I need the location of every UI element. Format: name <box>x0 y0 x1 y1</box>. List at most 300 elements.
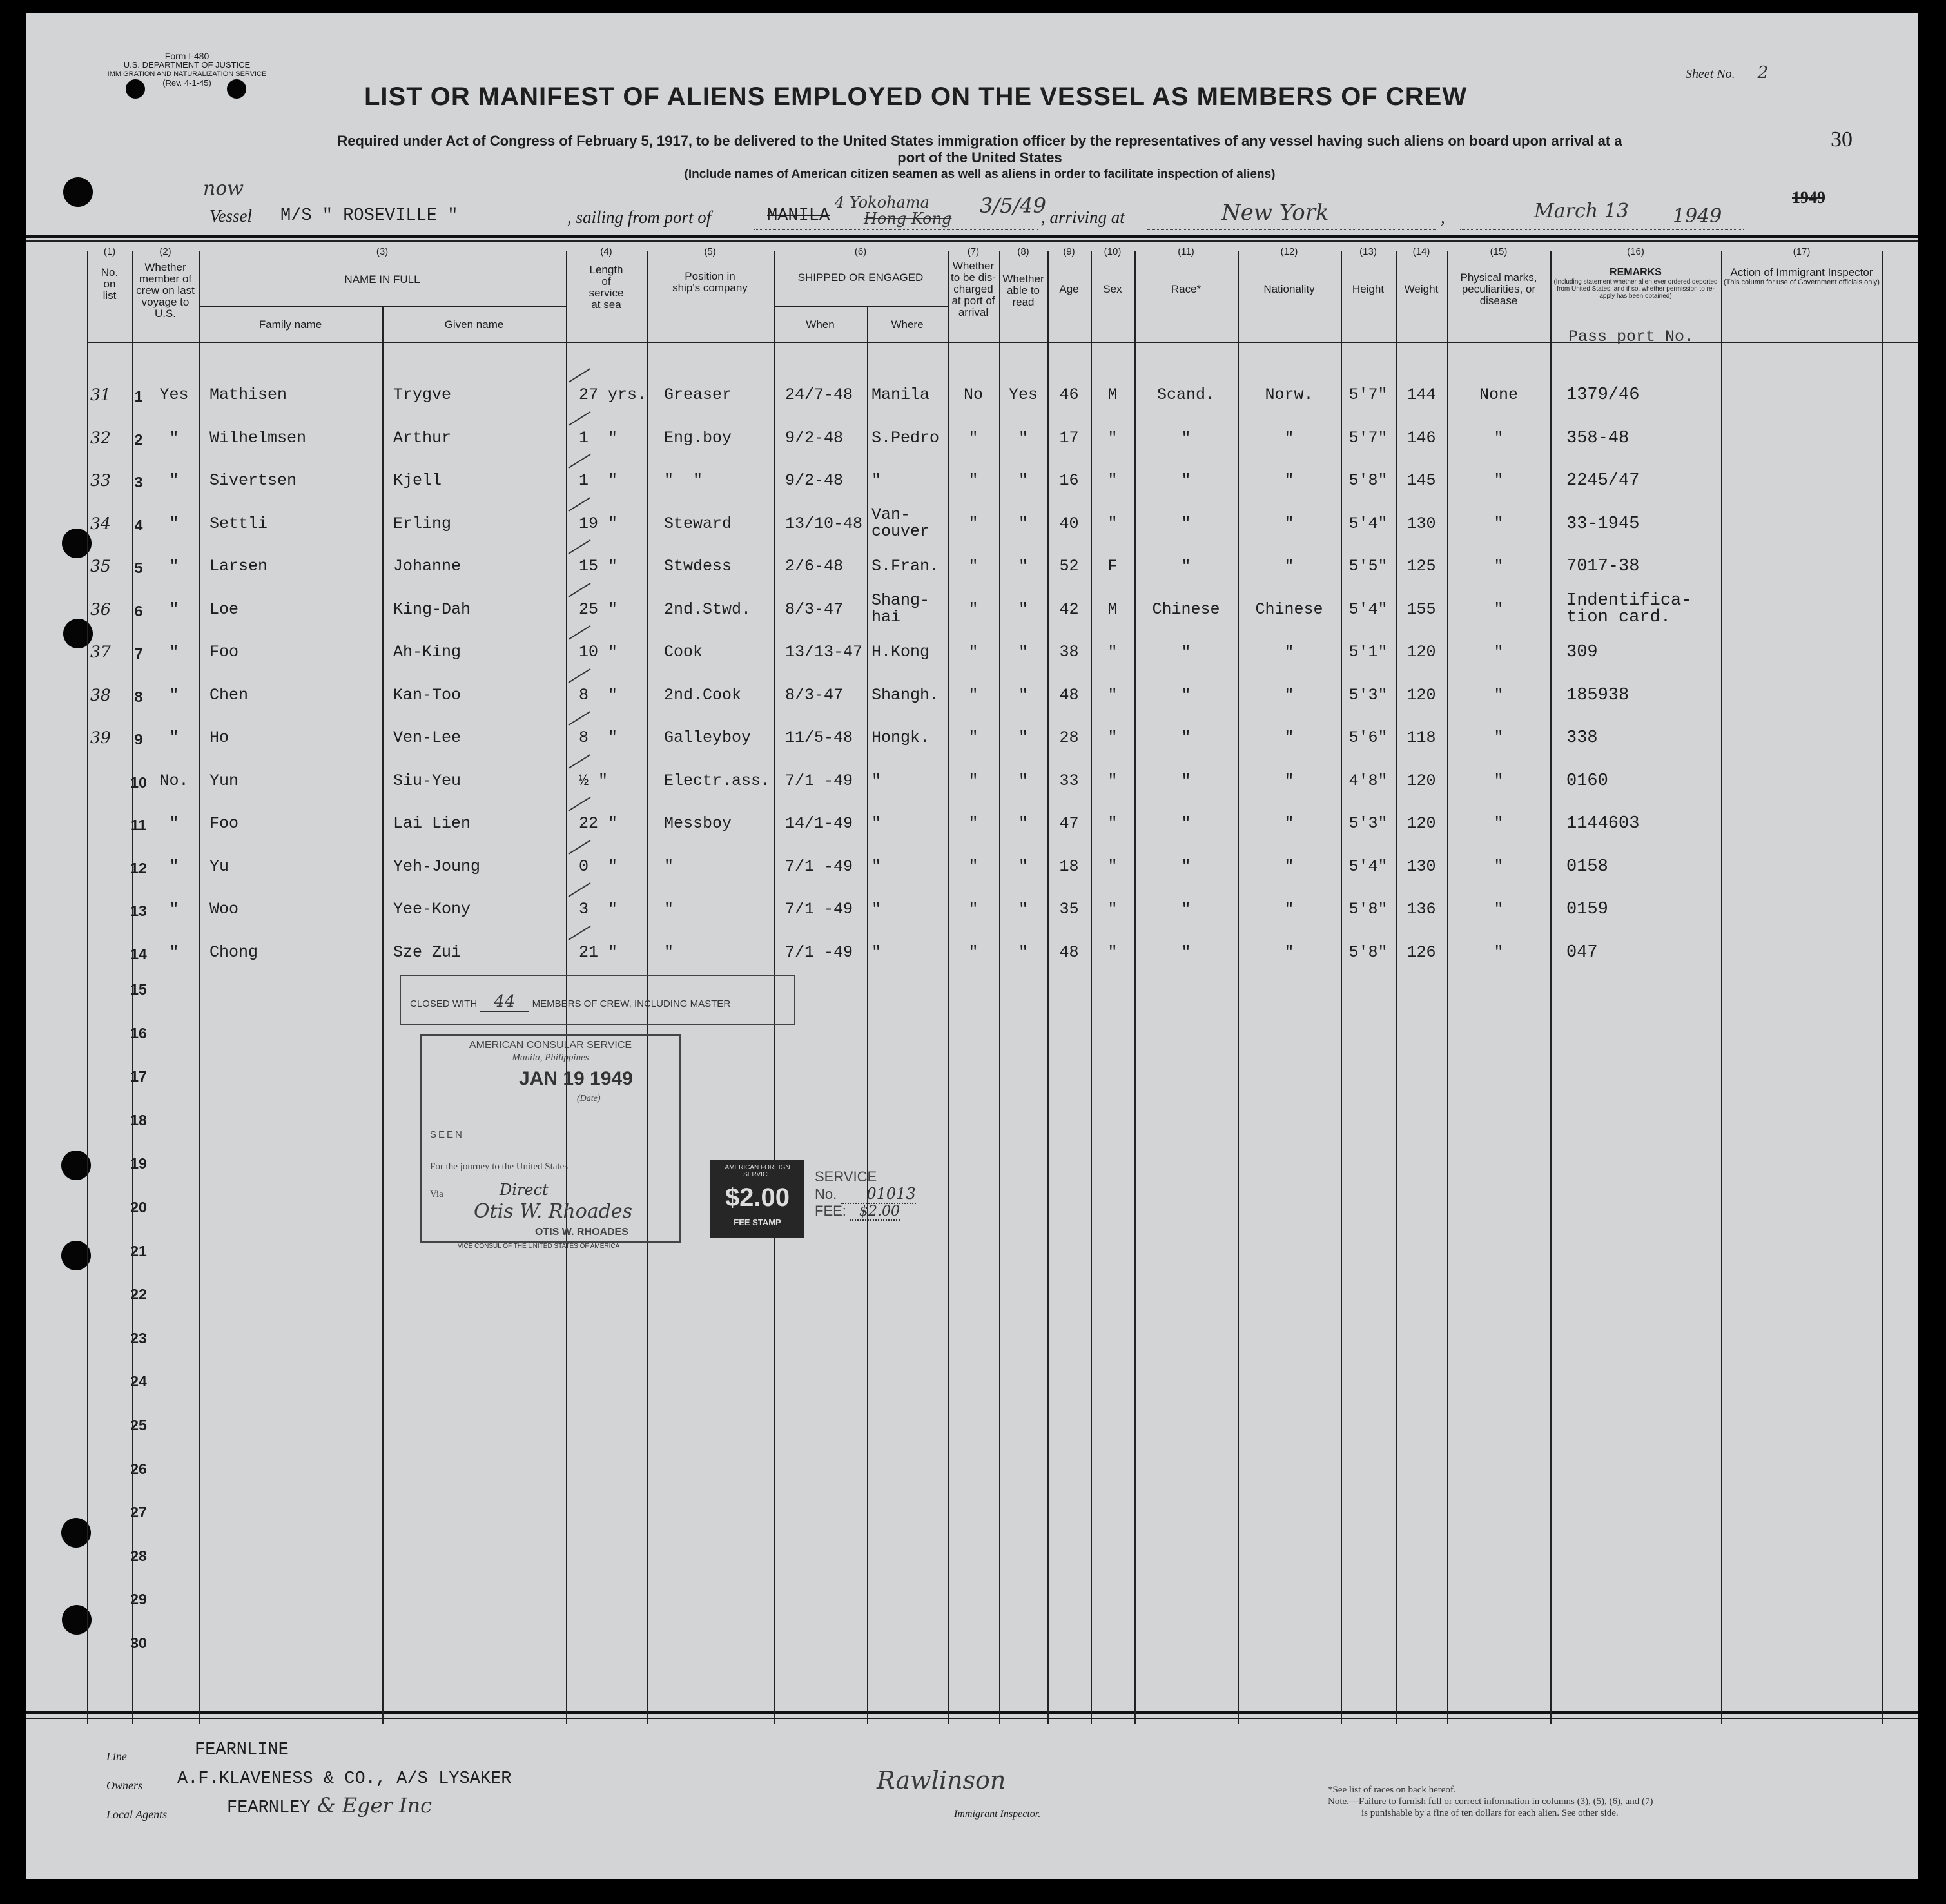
shipped-when: 8/3-47 <box>785 599 844 619</box>
fee-stamp-value: $2.00 <box>725 1183 790 1212</box>
discharged: " <box>968 428 978 447</box>
given-name: Sze Zui <box>393 942 462 962</box>
col-num: (3) <box>376 246 389 257</box>
col-header-12 <box>1238 246 1341 295</box>
crew-on-last-voyage: " <box>169 685 179 704</box>
remarks: 338 <box>1566 728 1598 748</box>
able-to-read: " <box>1018 557 1028 576</box>
race: " <box>1181 643 1191 661</box>
col-header-6 <box>774 246 948 284</box>
height: 5'8" <box>1348 942 1388 962</box>
empty-row-number: 19 <box>130 1155 147 1172</box>
col-title: Whether member of crew on last voyage to U.S. <box>136 261 195 320</box>
consular-date-label: (Date) <box>577 1094 601 1103</box>
col-title: Sex <box>1103 283 1122 295</box>
consular-seen: SEEN <box>430 1129 464 1140</box>
form-service: IMMIGRATION AND NATURALIZATION SERVICE <box>107 70 267 78</box>
crew-on-last-voyage: " <box>169 814 179 833</box>
closed-stamp <box>400 975 795 1025</box>
check-mark <box>568 582 590 597</box>
remarks: 185938 <box>1566 685 1630 705</box>
shipped-where: " <box>871 471 882 490</box>
vessel-name: M/S " ROSEVILLE " <box>280 206 567 226</box>
height: 5'7" <box>1348 428 1388 447</box>
weight: 125 <box>1406 557 1436 576</box>
weight: 146 <box>1406 428 1436 447</box>
passport-heading-hand: Pass port No. <box>1568 327 1695 346</box>
nationality: " <box>1284 857 1294 876</box>
family-name: Yu <box>209 857 229 876</box>
family-name: Loe <box>209 599 239 619</box>
col-num: (6) <box>854 246 867 257</box>
discharged: " <box>968 814 978 833</box>
physical-marks: " <box>1494 514 1504 533</box>
able-to-read: " <box>1018 599 1028 619</box>
race: " <box>1181 857 1191 876</box>
service-label: SERVICE <box>815 1169 877 1185</box>
weight: 145 <box>1406 471 1436 490</box>
footer-notes <box>1328 1784 1882 1819</box>
crew-on-last-voyage: " <box>169 643 179 661</box>
col-title: Age <box>1059 283 1079 295</box>
race: " <box>1181 685 1191 704</box>
family-name: Yun <box>209 771 239 790</box>
discharged: " <box>968 771 978 790</box>
family-name: Wilhelmsen <box>209 428 307 447</box>
position: " <box>664 857 674 876</box>
row-tally: 37 <box>90 643 111 661</box>
sex: " <box>1107 814 1118 833</box>
shipped-when: 2/6-48 <box>785 557 844 576</box>
able-to-read: " <box>1018 857 1028 876</box>
sex: " <box>1107 771 1118 790</box>
check-mark <box>568 539 590 554</box>
row-tally: 31 <box>90 385 111 404</box>
page-number: 30 <box>1831 128 1853 151</box>
include-line: (Include names of American citizen seamen as well as aliens in order to facilitate inspection of aliens) <box>684 168 1276 181</box>
row-tally: 32 <box>90 428 111 447</box>
nationality: " <box>1284 685 1294 704</box>
empty-row-number: 27 <box>130 1504 147 1521</box>
shipped-where: S.Pedro <box>871 428 940 447</box>
discharged: " <box>968 471 978 490</box>
given-name: Ven-Lee <box>393 728 462 747</box>
empty-row-number: 21 <box>130 1242 147 1259</box>
able-to-read: " <box>1018 428 1028 447</box>
position: 2nd.Stwd. <box>664 599 752 619</box>
check-mark <box>568 368 590 383</box>
nationality: " <box>1284 643 1294 661</box>
physical-marks: " <box>1494 942 1504 962</box>
service-stamp <box>815 1169 916 1220</box>
discharged: " <box>968 728 978 747</box>
fee-stamp-bottom: FEE STAMP <box>734 1218 781 1227</box>
row-number: 6 <box>134 602 143 619</box>
form-id: Form I-480 <box>164 51 209 61</box>
shipped-when: 24/7-48 <box>785 385 853 404</box>
col-title: Height <box>1352 283 1385 295</box>
shipped-where: " <box>871 771 882 790</box>
col-title: Whether able to read <box>1002 273 1044 308</box>
table-bottom-rule-2 <box>26 1718 1918 1719</box>
col-header-17 <box>1721 246 1882 286</box>
remarks: Indentifica- tion card. <box>1566 590 1692 627</box>
empty-row-number: 15 <box>130 981 147 998</box>
col-line <box>87 251 88 1724</box>
line-value: FEARNLINE <box>195 1740 289 1760</box>
empty-row-number: 20 <box>130 1199 147 1216</box>
col-title: REMARKS <box>1610 267 1662 278</box>
check-mark <box>568 753 590 768</box>
row-tally: 39 <box>90 728 111 747</box>
empty-row-number: 16 <box>130 1024 147 1042</box>
consular-line-2: Manila, Philippines <box>512 1053 589 1063</box>
able-to-read: " <box>1018 900 1028 918</box>
crew-on-last-voyage: Yes <box>159 385 189 404</box>
consular-via: Via <box>430 1189 443 1200</box>
row-number: 10 <box>130 773 147 791</box>
weight: 120 <box>1406 771 1436 790</box>
family-name: Foo <box>209 814 239 833</box>
given-name: Arthur <box>393 428 452 447</box>
col-header-11 <box>1134 246 1238 295</box>
race: " <box>1181 557 1191 576</box>
closed-count: 44 <box>480 992 529 1012</box>
col-num: (14) <box>1412 246 1430 257</box>
col-header-2 <box>132 246 199 320</box>
punch-hole <box>63 177 93 207</box>
empty-row-number: 22 <box>130 1286 147 1303</box>
sex: " <box>1107 471 1118 490</box>
height: 4'8" <box>1348 771 1388 790</box>
col-num: (1) <box>103 246 116 257</box>
empty-row-number: 28 <box>130 1547 147 1564</box>
required-line-1: Required under Act of Congress of February 5, 1917, to be delivered to the United States immigration officer by the representatives of any vessel having such aliens on board upon arrival at a <box>337 133 1622 149</box>
weight: 120 <box>1406 643 1436 661</box>
fee-stamp-top: AMERICAN FOREIGN SERVICE <box>725 1164 790 1178</box>
length-of-service: 8 " <box>579 685 618 704</box>
col-header-1 <box>87 246 132 302</box>
empty-row-number: 17 <box>130 1068 147 1085</box>
physical-marks: None <box>1479 385 1518 404</box>
age: 38 <box>1059 643 1079 661</box>
crew-on-last-voyage: No. <box>159 771 189 790</box>
note-fine-1: Note.—Failure to furnish full or correct information in columns (3), (5), (6), and (7) <box>1328 1796 1653 1807</box>
col-num: (12) <box>1280 246 1298 257</box>
col-num: (17) <box>1793 246 1811 257</box>
length-of-service: 1 " <box>579 428 618 447</box>
consular-date: JAN 19 1949 <box>519 1068 633 1089</box>
shipped-when: 7/1 -49 <box>785 857 853 876</box>
age: 42 <box>1059 599 1079 619</box>
col-header-8 <box>999 246 1047 308</box>
col-header-16 <box>1550 246 1721 300</box>
discharged: " <box>968 685 978 704</box>
remarks: 1379/46 <box>1566 385 1640 405</box>
col-subtitle: (Including statement whether alien ever ordered deported from United States, and if so, whether permission to re-apply has been obtained) <box>1553 278 1718 300</box>
shipped-when: 14/1-49 <box>785 814 853 833</box>
age: 47 <box>1059 814 1079 833</box>
closed-prefix: CLOSED WITH <box>410 998 478 1009</box>
row-tally: 38 <box>90 685 111 704</box>
inspector-signature: Rawlinson <box>877 1766 1006 1794</box>
family-name: Mathisen <box>209 385 287 404</box>
physical-marks: " <box>1494 428 1504 447</box>
col-header-10 <box>1091 246 1134 295</box>
height: 5'5" <box>1348 557 1388 576</box>
weight: 130 <box>1406 857 1436 876</box>
empty-row-number: 30 <box>130 1635 147 1651</box>
shipped-when: 9/2-48 <box>785 471 844 490</box>
family-name: Woo <box>209 900 239 918</box>
shipped-when: 9/2-48 <box>785 428 844 447</box>
age: 48 <box>1059 685 1079 704</box>
discharged: " <box>968 942 978 962</box>
nationality: Chinese <box>1255 599 1323 619</box>
row-number: 13 <box>130 902 147 919</box>
consular-via-hand: Direct <box>500 1181 549 1199</box>
sheet-label: Sheet No. <box>1686 67 1735 81</box>
position: 2nd.Cook <box>664 685 742 704</box>
height: 5'6" <box>1348 728 1388 747</box>
row-tally: 34 <box>90 514 111 533</box>
position: Eng.boy <box>664 428 732 447</box>
height: 5'4" <box>1348 514 1388 533</box>
col-num: (2) <box>159 246 171 257</box>
consular-title: VICE CONSUL OF THE UNITED STATES OF AMERICA <box>458 1243 620 1250</box>
arriving-label: , arriving at <box>1041 208 1125 227</box>
height: 5'8" <box>1348 471 1388 490</box>
physical-marks: " <box>1494 471 1504 490</box>
arriving-underline <box>1147 229 1437 230</box>
remarks: 0158 <box>1566 857 1608 877</box>
sex: " <box>1107 643 1118 661</box>
col-title: Race* <box>1171 283 1202 295</box>
col-num: (7) <box>967 246 980 257</box>
col-num: (4) <box>600 246 612 257</box>
shipped-where: Shang- hai <box>871 590 930 627</box>
family-name: Foo <box>209 643 239 661</box>
nationality: " <box>1284 728 1294 747</box>
shipped-where: " <box>871 857 882 876</box>
given-name: Ah-King <box>393 643 462 661</box>
age: 52 <box>1059 557 1079 576</box>
consular-line-1: AMERICAN CONSULAR SERVICE <box>469 1040 632 1051</box>
nationality: " <box>1284 942 1294 962</box>
age: 18 <box>1059 857 1079 876</box>
consular-stamp <box>420 1034 681 1243</box>
row-number: 5 <box>134 559 143 576</box>
physical-marks: " <box>1494 900 1504 918</box>
col-header-13 <box>1341 246 1396 295</box>
shipped-where: Manila <box>871 385 930 404</box>
age: 48 <box>1059 942 1079 962</box>
required-text <box>135 133 1824 183</box>
nationality: " <box>1284 428 1294 447</box>
shipped-where: Shangh. <box>871 685 940 704</box>
physical-marks: " <box>1494 814 1504 833</box>
age: 46 <box>1059 385 1079 404</box>
remarks: 7017-38 <box>1566 557 1640 576</box>
able-to-read: " <box>1018 685 1028 704</box>
check-mark <box>568 625 590 640</box>
shipped-sub-rule <box>774 306 948 307</box>
col-header-3a: Family name <box>258 318 322 331</box>
col-header-15 <box>1447 246 1550 307</box>
remarks: 1144603 <box>1566 814 1640 833</box>
note-races: *See list of races on back hereof. <box>1328 1785 1456 1795</box>
given-name: King-Dah <box>393 599 471 619</box>
position: Galleyboy <box>664 728 752 747</box>
given-name: Johanne <box>393 557 462 576</box>
nationality: " <box>1284 557 1294 576</box>
given-name: Kan-Too <box>393 685 462 704</box>
sex: " <box>1107 428 1118 447</box>
height: 5'3" <box>1348 685 1388 704</box>
col-title: Nationality <box>1263 283 1315 295</box>
sex: " <box>1107 728 1118 747</box>
col-num: (8) <box>1017 246 1029 257</box>
col-num: (16) <box>1627 246 1644 257</box>
col-header-3 <box>199 246 566 286</box>
sex: " <box>1107 942 1118 962</box>
empty-row-number: 24 <box>130 1373 147 1390</box>
check-mark <box>568 668 590 683</box>
weight: 118 <box>1406 728 1436 747</box>
arrival-year-hand: 1949 <box>1673 205 1722 228</box>
sex: M <box>1107 385 1118 404</box>
length-of-service: 10 " <box>579 643 618 661</box>
shipped-where: S.Fran. <box>871 557 940 576</box>
race: " <box>1181 942 1191 962</box>
arrival-date-hand: March 13 <box>1534 200 1629 222</box>
length-of-service: 15 " <box>579 557 618 576</box>
agents-hand: & Eger Inc <box>317 1793 433 1818</box>
remarks: 309 <box>1566 643 1598 662</box>
length-of-service: 21 " <box>579 942 618 962</box>
sex: " <box>1107 514 1118 533</box>
col-num: (9) <box>1063 246 1075 257</box>
col-line <box>1721 251 1722 1724</box>
owners-label: Owners <box>106 1779 143 1792</box>
shipped-where: H.Kong <box>871 643 930 661</box>
sex: " <box>1107 685 1118 704</box>
check-mark <box>568 797 590 811</box>
height: 5'7" <box>1348 385 1388 404</box>
col-num: (15) <box>1490 246 1508 257</box>
height: 5'4" <box>1348 599 1388 619</box>
shipped-when: 7/1 -49 <box>785 942 853 962</box>
nationality: " <box>1284 471 1294 490</box>
age: 33 <box>1059 771 1079 790</box>
agents-value: FEARNLEY <box>227 1798 311 1818</box>
race: " <box>1181 428 1191 447</box>
race: " <box>1181 514 1191 533</box>
weight: 120 <box>1406 814 1436 833</box>
empty-row-number: 29 <box>130 1591 147 1608</box>
struck-year: 1949 <box>1792 188 1825 207</box>
inspector-label: Immigrant Inspector. <box>954 1809 1041 1820</box>
row-number: 3 <box>134 474 143 491</box>
table-top-rule <box>26 235 1918 238</box>
given-name: Kjell <box>393 471 442 490</box>
height: 5'3" <box>1348 814 1388 833</box>
row-number: 2 <box>134 431 143 448</box>
length-of-service: 0 " <box>579 857 618 876</box>
shipped-where: " <box>871 814 882 833</box>
crew-on-last-voyage: " <box>169 857 179 876</box>
weight: 144 <box>1406 385 1436 404</box>
able-to-read: " <box>1018 771 1028 790</box>
row-number: 1 <box>134 388 143 405</box>
length-of-service: 1 " <box>579 471 618 490</box>
height: 5'1" <box>1348 643 1388 661</box>
given-name: Siu-Yeu <box>393 771 462 790</box>
length-of-service: 25 " <box>579 599 618 619</box>
col-title: Position in ship's company <box>672 270 748 294</box>
col-num: (10) <box>1104 246 1122 257</box>
age: 35 <box>1059 900 1079 918</box>
able-to-read: " <box>1018 643 1028 661</box>
col-header-4 <box>566 246 647 311</box>
row-tally: 35 <box>90 557 111 576</box>
col-title: Whether to be dis-charged at port of arrival <box>951 260 996 318</box>
remarks: 0160 <box>1566 771 1608 791</box>
empty-row-number: 25 <box>130 1417 147 1433</box>
owners-value: A.F.KLAVENESS & CO., A/S LYSAKER <box>177 1769 512 1789</box>
port-hand-2: Hong Kong <box>864 209 952 228</box>
empty-row-number: 23 <box>130 1329 147 1346</box>
race: Chinese <box>1152 599 1220 619</box>
length-of-service: 27 yrs. <box>579 385 647 404</box>
family-name: Chen <box>209 685 249 704</box>
crew-on-last-voyage: " <box>169 900 179 918</box>
col-header-7 <box>948 246 999 318</box>
service-fee: $2.00 <box>850 1203 900 1221</box>
col-title: Length of service at sea <box>589 264 624 311</box>
race: " <box>1181 471 1191 490</box>
given-name: Yeh-Joung <box>393 857 481 876</box>
page-title: LIST OR MANIFEST OF ALIENS EMPLOYED ON THE VESSEL AS MEMBERS OF CREW <box>364 83 1468 111</box>
crew-on-last-voyage: " <box>169 557 179 576</box>
remarks: 047 <box>1566 942 1598 962</box>
discharged: No <box>963 385 983 404</box>
col-line <box>1882 251 1883 1724</box>
nationality: Norw. <box>1265 385 1314 404</box>
empty-row-number: 18 <box>130 1111 147 1129</box>
discharged: " <box>968 643 978 661</box>
shipped-where: Hongk. <box>871 728 930 747</box>
table-top-rule-2 <box>26 240 1918 242</box>
check-mark <box>568 411 590 425</box>
weight: 155 <box>1406 599 1436 619</box>
row-number: 14 <box>130 945 147 962</box>
able-to-read: " <box>1018 814 1028 833</box>
sex: " <box>1107 900 1118 918</box>
discharged: " <box>968 599 978 619</box>
port-underline <box>754 229 1038 230</box>
date-underline <box>1460 229 1744 230</box>
vessel-label: Vessel <box>209 206 252 226</box>
given-name: Erling <box>393 514 452 533</box>
sheet-number-value: 2 <box>1738 63 1829 83</box>
position: Electr.ass. <box>664 771 771 790</box>
form-dept: U.S. DEPARTMENT OF JUSTICE <box>123 60 251 70</box>
family-name: Sivertsen <box>209 471 297 490</box>
remarks: 358-48 <box>1566 428 1630 448</box>
col-header-14 <box>1396 246 1447 295</box>
crew-on-last-voyage: " <box>169 428 179 447</box>
